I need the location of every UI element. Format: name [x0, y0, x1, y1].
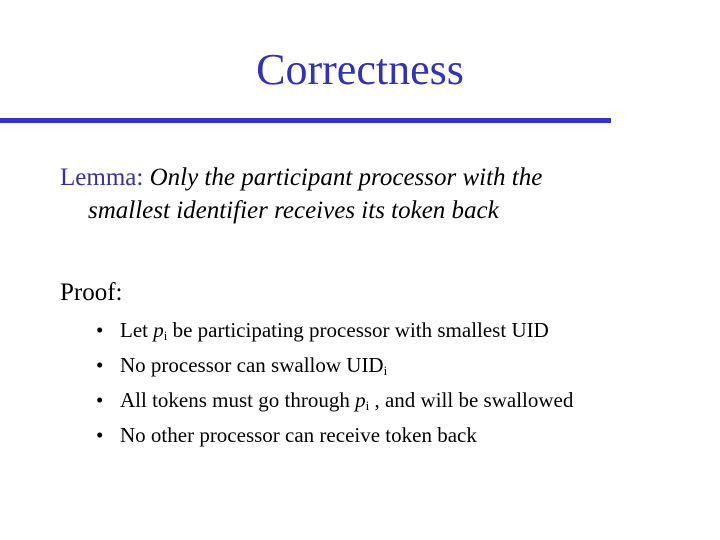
bullet-text: be participating processor with smallest UID — [167, 318, 549, 342]
lemma-line-2 — [60, 194, 680, 227]
proof-bullet-2 — [96, 348, 573, 383]
bullet-text: , and will be swallowed — [369, 388, 574, 412]
bullet-dot-icon: • — [96, 388, 104, 412]
bullet-dot-icon: • — [96, 353, 104, 377]
proof-bullet-1 — [96, 313, 573, 348]
bullet-dot-icon: • — [96, 318, 104, 342]
lemma-label: Lemma: — [60, 164, 144, 191]
proof-bullet-4 — [96, 418, 573, 453]
lemma-block — [60, 161, 680, 227]
lemma-text-line-1: Only the participant processor with the — [149, 164, 543, 191]
math-variable: p — [153, 318, 164, 342]
math-variable: p — [355, 388, 366, 412]
bullet-text: No processor can swallow UID — [120, 353, 384, 377]
proof-bullet-list — [96, 313, 573, 453]
slide-title: Correctness — [256, 45, 464, 94]
lemma-text-line-2: smallest identifier receives its token back — [88, 197, 499, 224]
lemma-line-1 — [60, 161, 680, 194]
math-subscript: i — [163, 328, 168, 343]
bullet-dot-icon: • — [96, 423, 104, 447]
math-subscript: i — [365, 398, 370, 413]
title-underline-rule — [0, 118, 611, 123]
bullet-text: Let — [120, 318, 154, 342]
bullet-text: All tokens must go through — [120, 388, 356, 412]
proof-bullet-3 — [96, 383, 573, 418]
proof-label: Proof: — [60, 279, 123, 306]
bullet-text: No other processor can receive token back — [120, 423, 477, 447]
math-subscript: i — [383, 363, 388, 378]
